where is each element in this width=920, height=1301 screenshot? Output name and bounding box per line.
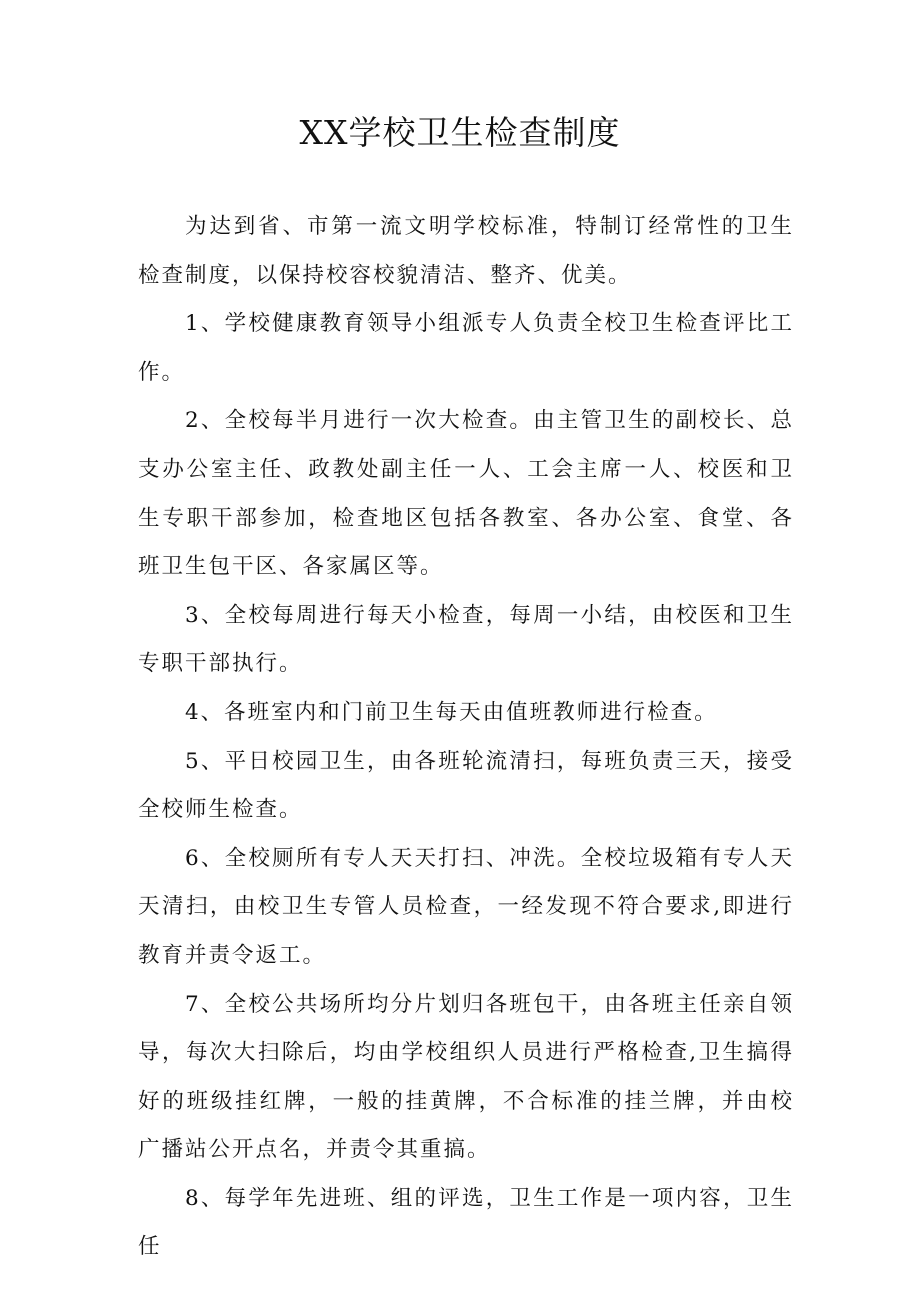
rule-paragraph-3: 3、全校每周进行每天小检查，每周一小结，由校医和卫生专职干部执行。 <box>138 602 794 677</box>
rule-paragraph-4: 4、各班室内和门前卫生每天由值班教师进行检查。 <box>185 699 718 725</box>
rule-paragraph-6: 6、全校厕所有专人天天打扫、冲洗。全校垃圾箱有专人天天清扫，由校卫生专管人员检查，一经发现不符合要求,即进行教育并责令返工。 <box>138 845 794 968</box>
rule-paragraph-8: 8、每学年先进班、组的评选，卫生工作是一项内容，卫生任 <box>138 1185 794 1260</box>
rule-paragraph-1: 1、学校健康教育领导小组派专人负责全校卫生检查评比工作。 <box>138 311 794 385</box>
document-title: XX学校卫生检查制度 <box>299 113 621 152</box>
intro-paragraph: 为达到省、市第一流文明学校标准，特制订经常性的卫生检查制度，以保持校容校貌清洁、整齐、优美。 <box>138 214 794 288</box>
rule-paragraph-2: 2、全校每半月进行一次大检查。由主管卫生的副校长、总支办公室主任、政教处副主任一人、工会主席一人、校医和卫生专职干部参加，检查地区包括各教室、各办公室、食堂、各班卫生包干区、各家属区等。 <box>138 408 794 580</box>
rule-paragraph-7: 7、全校公共场所均分片划归各班包干，由各班主任亲自领导，每次大扫除后，均由学校组织人员进行严格检查,卫生搞得好的班级挂红牌，一般的挂黄牌，不合标准的挂兰牌，并由校广播站公开点名，并责令其重搞。 <box>138 991 794 1163</box>
rule-paragraph-5: 5、平日校园卫生，由各班轮流清扫，每班负责三天，接受全校师生检查。 <box>138 748 794 823</box>
document-body <box>138 203 794 1272</box>
